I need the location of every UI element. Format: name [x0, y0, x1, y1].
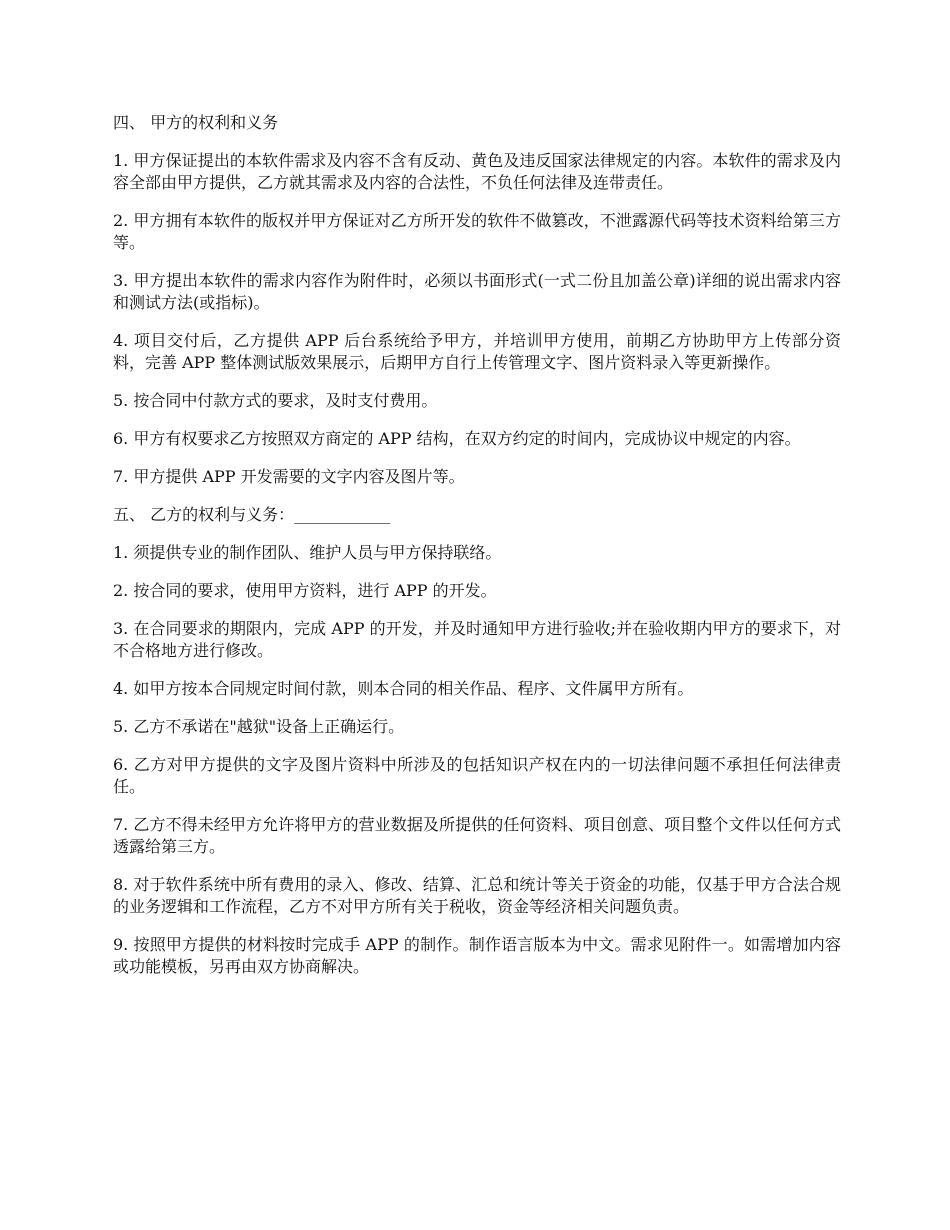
party-a-clause-3: 3. 甲方提出本软件的需求内容作为附件时，必须以书面形式(一式二份且加盖公章)详细的说出需求内容和测试方法(或指标)。 — [113, 271, 841, 312]
document-body — [113, 112, 841, 994]
party-a-clause-1: 1. 甲方保证提出的本软件需求及内容不含有反动、黄色及违反国家法律规定的内容。本软件的需求及内容全部由甲方提供，乙方就其需求及内容的合法性，不负任何法律及连带责任。 — [113, 151, 841, 192]
party-a-clause-7: 7. 甲方提供 APP 开发需要的文字内容及图片等。 — [113, 467, 465, 486]
party-b-clause-7: 7. 乙方不得未经甲方允许将甲方的营业数据及所提供的任何资料、项目创意、项目整个文件以任何方式透露给第三方。 — [113, 815, 841, 856]
party-b-clause-3: 3. 在合同要求的期限内，完成 APP 的开发，并及时通知甲方进行验收;并在验收期内甲方的要求下，对不合格地方进行修改。 — [113, 619, 841, 660]
party-b-clause-6: 6. 乙方对甲方提供的文字及图片资料中所涉及的包括知识产权在内的一切法律问题不承担任何法律责任。 — [113, 755, 841, 796]
party-b-clause-1: 1. 须提供专业的制作团队、维护人员与甲方保持联络。 — [113, 543, 502, 562]
party-a-clause-5: 5. 按合同中付款方式的要求，及时支付费用。 — [113, 391, 438, 410]
section-heading-party-b: 五、 乙方的权利与义务：____________ — [113, 505, 391, 524]
party-b-clause-5: 5. 乙方不承诺在"越狱"设备上正确运行。 — [113, 717, 405, 736]
party-b-clause-9: 9. 按照甲方提供的材料按时完成手 APP 的制作。制作语言版本为中文。需求见附件一。如需增加内容或功能模板，另再由双方协商解决。 — [113, 935, 841, 976]
section-heading-party-a: 四、 甲方的权利和义务 — [113, 113, 279, 132]
party-a-clause-6: 6. 甲方有权要求乙方按照双方商定的 APP 结构，在双方约定的时间内，完成协议中规定的内容。 — [113, 429, 801, 448]
party-b-clause-4: 4. 如甲方按本合同规定时间付款，则本合同的相关作品、程序、文件属甲方所有。 — [113, 679, 694, 698]
party-b-clause-2: 2. 按合同的要求，使用甲方资料，进行 APP 的开发。 — [113, 581, 497, 600]
party-a-clause-4: 4. 项目交付后，乙方提供 APP 后台系统给予甲方，并培训甲方使用，前期乙方协助甲方上传部分资料，完善 APP 整体测试版效果展示，后期甲方自行上传管理文字、图片资料录入等更新操作。 — [113, 331, 841, 372]
party-a-clause-2: 2. 甲方拥有本软件的版权并甲方保证对乙方所开发的软件不做篡改，不泄露源代码等技术资料给第三方等。 — [113, 211, 841, 252]
party-b-clause-8: 8. 对于软件系统中所有费用的录入、修改、结算、汇总和统计等关于资金的功能，仅基于甲方合法合规的业务逻辑和工作流程，乙方不对甲方所有关于税收，资金等经济相关问题负责。 — [113, 875, 841, 916]
